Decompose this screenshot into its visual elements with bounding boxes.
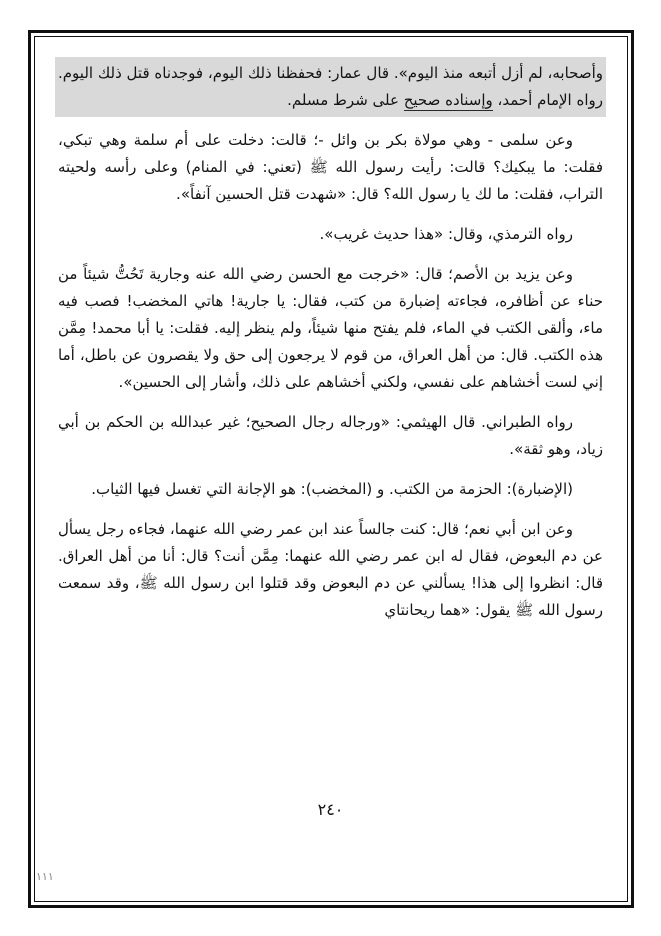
paragraph-tirmidhi-note: رواه الترمذي، وقال: «هذا حديث غريب».: [319, 225, 573, 243]
paragraph-yazid-ibn-al-asamm: وعن يزيد بن الأصم؛ قال: «خرجت مع الحسن رضي الله عنه وجارية تَحُتُّ شيئاً من حناء عن أظافره، فجاءته إضبارة من كتب، فقال: يا جارية! هاتي المخضب! فصب فيه ماء، وألقى الكتب في الماء، فلم يفتح منها شيئاً، ولم ينظر إليه. فقلت: يا أبا محمد! مِمَّن هذه الكتب. قال: من أهل العراق، من قوم لا يرجعون إلى حق ولا يقصرون عن باطل، أما إني لست أخشاهم على نفسي، ولكني أخشاهم على ذلك، وأشار إلى الحسين».: [58, 265, 603, 391]
page-number: ٢٤٠: [317, 800, 344, 819]
highlighted-paragraph-part1: وأصحابه، لم أزل أتبعه منذ اليوم». قال عمار: فحفظنا ذلك اليوم، فوجدناه قتل ذلك اليوم. رواه الإمام أحمد،: [58, 64, 603, 109]
paragraph-ibn-abi-num: وعن ابن أبي نعم؛ قال: كنت جالساً عند ابن عمر رضي الله عنهما، فجاءه رجل يسأل عن دم البعوض، فقال له ابن عمر رضي الله عنهما: مِمَّن أنت؟ قال: أنا من أهل العراق. قال: انظروا إلى هذا! يسألني عن دم البعوض وقد قتلوا ابن رسول الله ﷺ، وقد سمعت رسول الله ﷺ يقول: «هما ريحانتاي: [58, 520, 603, 619]
highlighted-paragraph: [58, 60, 603, 114]
paragraph-tabarani-note: رواه الطبراني. قال الهيثمي: «ورجاله رجال الصحيح؛ غير عبدالله بن الحكم بن أبي زياد، وهو ثقة».: [58, 413, 603, 458]
text-block: [58, 60, 603, 637]
margin-page-number: ١١١: [36, 870, 54, 883]
highlighted-paragraph-part2: على شرط مسلم.: [287, 91, 404, 109]
paragraph-umm-salamah: وعن سلمى - وهي مولاة بكر بن وائل -؛ قالت: دخلت على أم سلمة وهي تبكي، فقلت: ما يبكيك؟ قالت: رأيت رسول الله ﷺ (تعني: في المنام) وعلى رأسه ولحيته التراب، فقلت: ما لك يا رسول الله؟ قال: «شهدت قتل الحسين آنفاً».: [58, 131, 603, 203]
paragraph-glossary: (الإضبارة): الحزمة من الكتب. و (المخضب): هو الإجانة التي تغسل فيها الثياب.: [91, 480, 573, 498]
underlined-phrase: وإسناده صحيح: [403, 91, 493, 109]
